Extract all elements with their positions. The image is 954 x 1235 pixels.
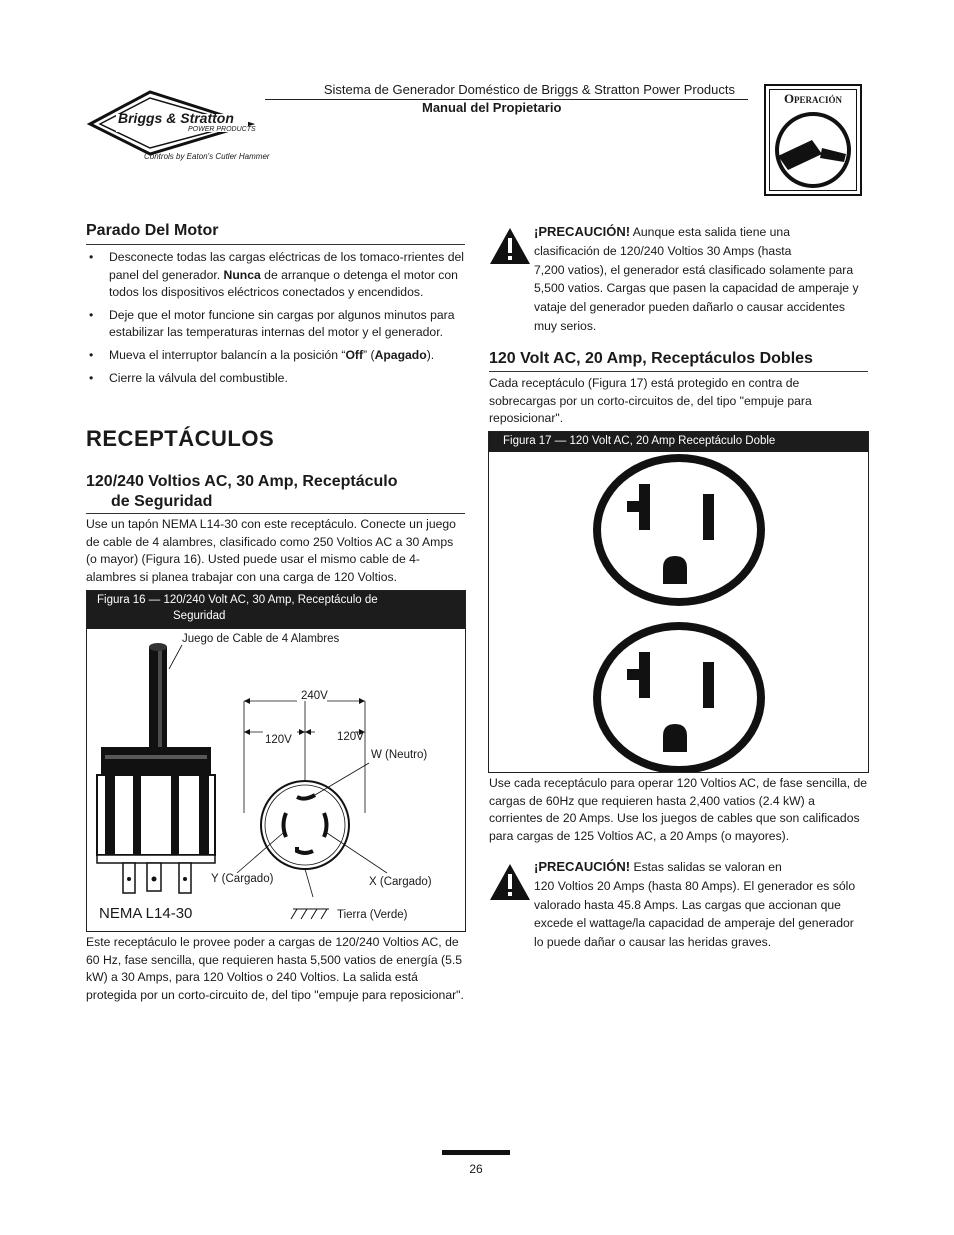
figure-17-caption: Figura 17 — 120 Volt AC, 20 Amp Receptáculo Doble (489, 432, 868, 452)
figure-17 (488, 431, 869, 773)
caution-20amp: ¡PRECAUCIÓN! Estas salidas se valoran en 120 Voltios 20 Amps (hasta 80 Amps). El generador es sólo valorado hasta 45.8 Amps. Las cargas que accionan que excede el wattage/la capacidad de amperaje del generador lo puede dañar o causar las heridas graves. (534, 859, 856, 950)
label-x-loaded: X (Cargado) (369, 876, 432, 888)
duplex-receptacle-diagram (489, 452, 868, 772)
label-120v-right: 120V (337, 731, 364, 743)
badge-label: Operación (783, 91, 843, 106)
paragraph-20amp-protect: Cada receptáculo (Figura 17) está protegido en contra de sobrecargas por un corto-circuitos de, del tipo "empuje para reposicionar". (489, 376, 812, 426)
figure-16-caption: Figura 16 — 120/240 Volt AC, 30 Amp, Receptáculo de Seguridad (87, 591, 465, 629)
outlet-lower (593, 622, 765, 772)
label-240v: 240V (301, 690, 328, 702)
section-rule (489, 371, 868, 372)
figure-16 (86, 590, 466, 932)
list-item: • Desconecte todas las cargas eléctricas de los tomaco-rrientes del panel del generador. Nunca de arranque o detenga el motor con todos los dispositivos eléctricos conectados y encendidos. (86, 249, 466, 302)
label-120v-left: 120V (265, 734, 292, 746)
brand-logo (86, 88, 270, 168)
logo-sub: POWER PRODUCTS (188, 126, 256, 133)
logo-tagline: Controls by Eaton's Cutler Hammer (144, 152, 270, 161)
page-title: RECEPTÁCULOS (86, 426, 275, 451)
label-ground: Tierra (Verde) (337, 909, 408, 921)
paragraph-nema: Use un tapón NEMA L14-30 con este receptáculo. Conecte un juego de cable de 4 alambres, clasificado como 250 Voltios AC a 30 Amps (o mayor) (Figura 16). Usted puede usar el mismo cable de 4-alambres si planea trabajar con una carga de 120 Voltios. (86, 517, 456, 584)
label-y-loaded: Y (Cargado) (211, 873, 274, 885)
page-number: 26 (469, 1162, 483, 1176)
header-subtitle: Manual del Propietario (422, 100, 562, 115)
section-title-parado: Parado Del Motor (86, 222, 219, 239)
shutdown-steps (86, 249, 466, 392)
label-cable: Juego de Cable de 4 Alambres (182, 633, 340, 645)
paragraph-20amp-use: Use cada receptáculo para operar 120 Voltios AC, de fase sencilla, de cargas de 60Hz que requieren hasta 2,400 vatios (2.4 kW) a corrientes de 20 Amps. Use los juegos de cables que son calificados para cargas de 125 Voltios AC, a 20 Amps (o mayores). (489, 776, 868, 843)
paragraph-30amp-load: Este receptáculo le provee poder a cargas de 120/240 Voltios AC, de 60 Hz, fase sencilla, que requieren hasta 5,500 vatios de energía (5.5 kW) a 30 Amps, para 120 Voltios o 240 Voltios. La salida está protegida por un corto-circuito de, del tipo "empuje para reposicionar". (86, 935, 464, 1002)
list-item: • Deje que el motor funcione sin cargas por algunos minutos para estabilizar las temperaturas internas del motor y el generador. (86, 307, 466, 342)
section-rule (86, 513, 465, 514)
footer-bar (442, 1150, 510, 1155)
hand-switch-icon (772, 110, 854, 190)
section-rule (86, 244, 465, 245)
section-title-20amp: 120 Volt AC, 20 Amp, Receptáculos Dobles (489, 350, 813, 367)
subsection-title-30amp: 120/240 Voltios AC, 30 Amp, Receptáculo de Seguridad (86, 473, 398, 510)
list-item: • Mueva el interruptor balancín a la posición “Off” (Apagado). (86, 347, 466, 365)
label-nema: NEMA L14-30 (99, 905, 193, 922)
list-item: • Cierre la válvula del combustible. (86, 370, 466, 388)
section-badge (764, 84, 862, 196)
header-title: Sistema de Generador Doméstico de Briggs & Stratton Power Products (323, 82, 735, 97)
logo-name: Briggs & Stratton (118, 110, 234, 126)
outlet-upper (593, 454, 765, 606)
warning-icon (488, 862, 532, 902)
warning-icon (488, 226, 532, 266)
label-neutral: W (Neutro) (371, 749, 428, 761)
caution-30amp: ¡PRECAUCIÓN! Aunque esta salida tiene una clasificación de 120/240 Voltios 30 Amps (hasta 7,200 vatios), el generador está clasificado solamente para 5,500 vatios. Cargas que pasen la capacidad de amperaje y vataje del generador pueden dañarlo o causar accidentes muy serios. (534, 224, 859, 333)
